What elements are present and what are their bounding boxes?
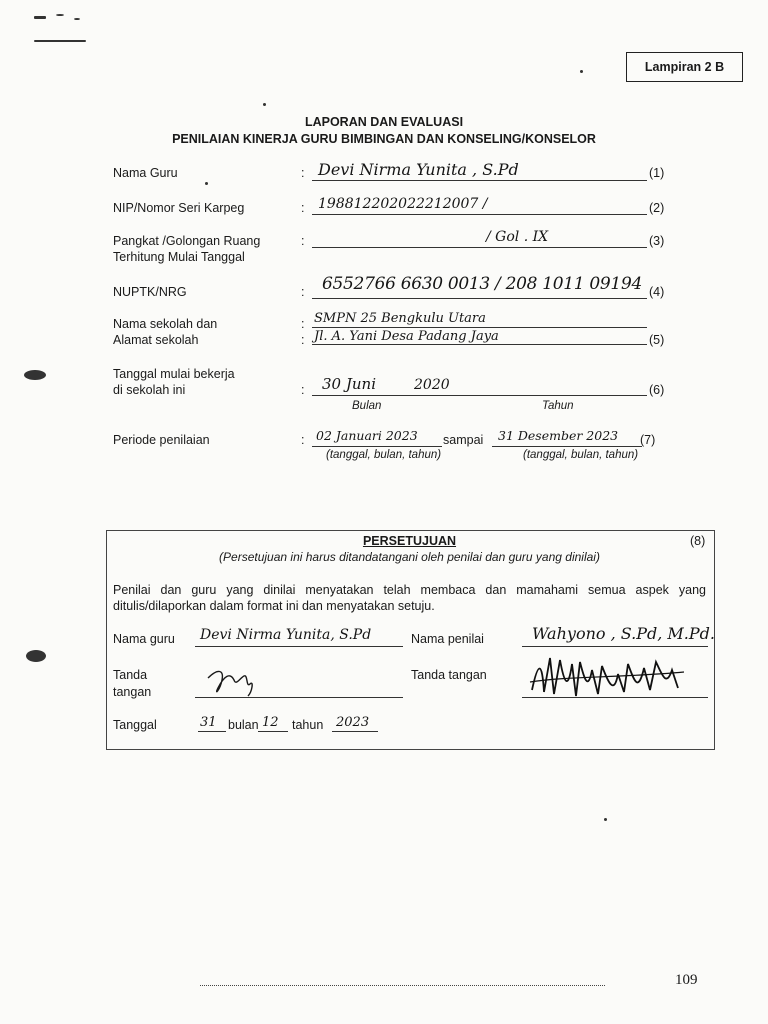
sub-periode-start: (tanggal, bulan, tahun): [326, 449, 442, 461]
underline: [195, 697, 403, 698]
value-pangkat: / Gol . IX: [486, 229, 549, 245]
attachment-label-box: [626, 52, 743, 82]
colon: :: [301, 166, 305, 180]
scan-artifact-top-left: [30, 10, 90, 50]
colon: :: [301, 433, 305, 447]
underline: [198, 731, 226, 732]
underline: [312, 327, 647, 328]
value-tanggal-year: 2023: [336, 715, 370, 730]
value-nama-sekolah: SMPN 25 Bengkulu Utara: [314, 311, 486, 326]
label-terhitung: Terhitung Mulai Tanggal: [113, 250, 245, 264]
value-nuptk: 6552766 6630 0013 / 208 1011 09194: [322, 274, 642, 294]
underline: [258, 731, 288, 732]
underline: [332, 731, 378, 732]
label-sampai: sampai: [443, 433, 484, 447]
value-nama-guru: Devi Nirma Yunita , S.Pd: [318, 160, 519, 179]
scan-speck: [26, 650, 46, 662]
underline: [312, 298, 647, 299]
value-nama-penilai: Wahyono , S.Pd, M.Pd.: [532, 624, 715, 643]
guru-signature: [200, 658, 260, 700]
label-tangan: tangan: [113, 685, 152, 699]
label-nuptk: NUPTK/NRG: [113, 285, 187, 299]
penilai-signature: [528, 652, 688, 702]
colon: :: [301, 201, 305, 215]
page-number: 109: [675, 972, 698, 988]
attachment-label: Lampiran 2 B: [644, 60, 725, 74]
label-di-sekolah: di sekolah ini: [113, 383, 186, 397]
field-number: (4): [649, 285, 665, 299]
colon: :: [301, 285, 305, 299]
value-approval-nama-guru: Devi Nirma Yunita, S.Pd: [200, 627, 372, 643]
approval-note: (Persetujuan ini harus ditandatangani oleh penilai dan guru yang dinilai): [219, 550, 600, 564]
value-periode-start: 02 Januari 2023: [316, 428, 418, 443]
scan-speck: [24, 370, 46, 380]
field-number: (2): [649, 201, 665, 215]
underline: [312, 247, 647, 248]
label-tanda: Tanda: [113, 668, 148, 682]
underline: [522, 697, 708, 698]
sub-tahun: Tahun: [542, 400, 574, 412]
underline: [312, 214, 647, 215]
value-tanggal-day: 31: [200, 715, 217, 730]
label-pangkat: Pangkat /Golongan Ruang: [113, 234, 261, 248]
label-alamat-sekolah: Alamat sekolah: [113, 333, 199, 347]
value-alamat-sekolah: Jl. A. Yani Desa Padang Jaya: [314, 329, 499, 344]
label-tanda-tangan-penilai: Tanda tangan: [411, 668, 487, 682]
label-nip: NIP/Nomor Seri Karpeg: [113, 201, 245, 215]
value-tanggal-mulai-year: 2020: [414, 377, 450, 393]
sub-bulan: Bulan: [352, 400, 382, 412]
doc-title-line1: LAPORAN DAN EVALUASI: [304, 115, 464, 129]
field-number: (3): [649, 234, 665, 248]
underline: [312, 344, 647, 345]
field-number: (7): [640, 433, 656, 447]
approval-number: (8): [690, 534, 706, 548]
doc-title-line2: PENILAIAN KINERJA GURU BIMBINGAN DAN KONSELING/KONSELOR: [172, 132, 596, 146]
colon: :: [301, 317, 305, 331]
field-number: (6): [649, 383, 665, 397]
label-approval-nama-guru: Nama guru: [113, 632, 175, 646]
footer-dotted-line: [200, 985, 605, 986]
underline: [312, 446, 442, 447]
approval-statement-line2: ditulis/dilaporkan dalam format ini dan menyatakan setuju.: [113, 599, 435, 613]
label-tanggal: Tanggal: [113, 718, 157, 732]
underline: [195, 646, 403, 647]
value-tanggal-month: 12: [262, 715, 279, 730]
value-tanggal-mulai-day: 30 Juni: [322, 375, 376, 393]
colon: :: [301, 383, 305, 397]
underline: [492, 446, 642, 447]
label-nama-guru: Nama Guru: [113, 166, 178, 180]
approval-heading: PERSETUJUAN: [362, 534, 457, 548]
label-nama-penilai: Nama penilai: [411, 632, 484, 646]
label-periode: Periode penilaian: [113, 433, 210, 447]
field-number: (5): [649, 333, 665, 347]
label-nama-sekolah: Nama sekolah dan: [113, 317, 218, 331]
colon: :: [301, 234, 305, 248]
value-nip: 198812202022212007 /: [318, 196, 488, 212]
underline: [312, 395, 647, 396]
approval-statement-line1: Penilai dan guru yang dinilai menyatakan telah membaca dan mamahami semua aspek yang: [113, 583, 706, 597]
value-periode-end: 31 Desember 2023: [498, 428, 619, 443]
field-number: (1): [649, 166, 665, 180]
label-tanggal-mulai: Tanggal mulai bekerja: [113, 367, 235, 381]
underline: [522, 646, 708, 647]
label-tahun: tahun: [292, 718, 324, 732]
sub-periode-end: (tanggal, bulan, tahun): [523, 449, 639, 461]
underline: [312, 180, 647, 181]
label-bulan: bulan: [228, 718, 259, 732]
colon: :: [301, 333, 305, 347]
